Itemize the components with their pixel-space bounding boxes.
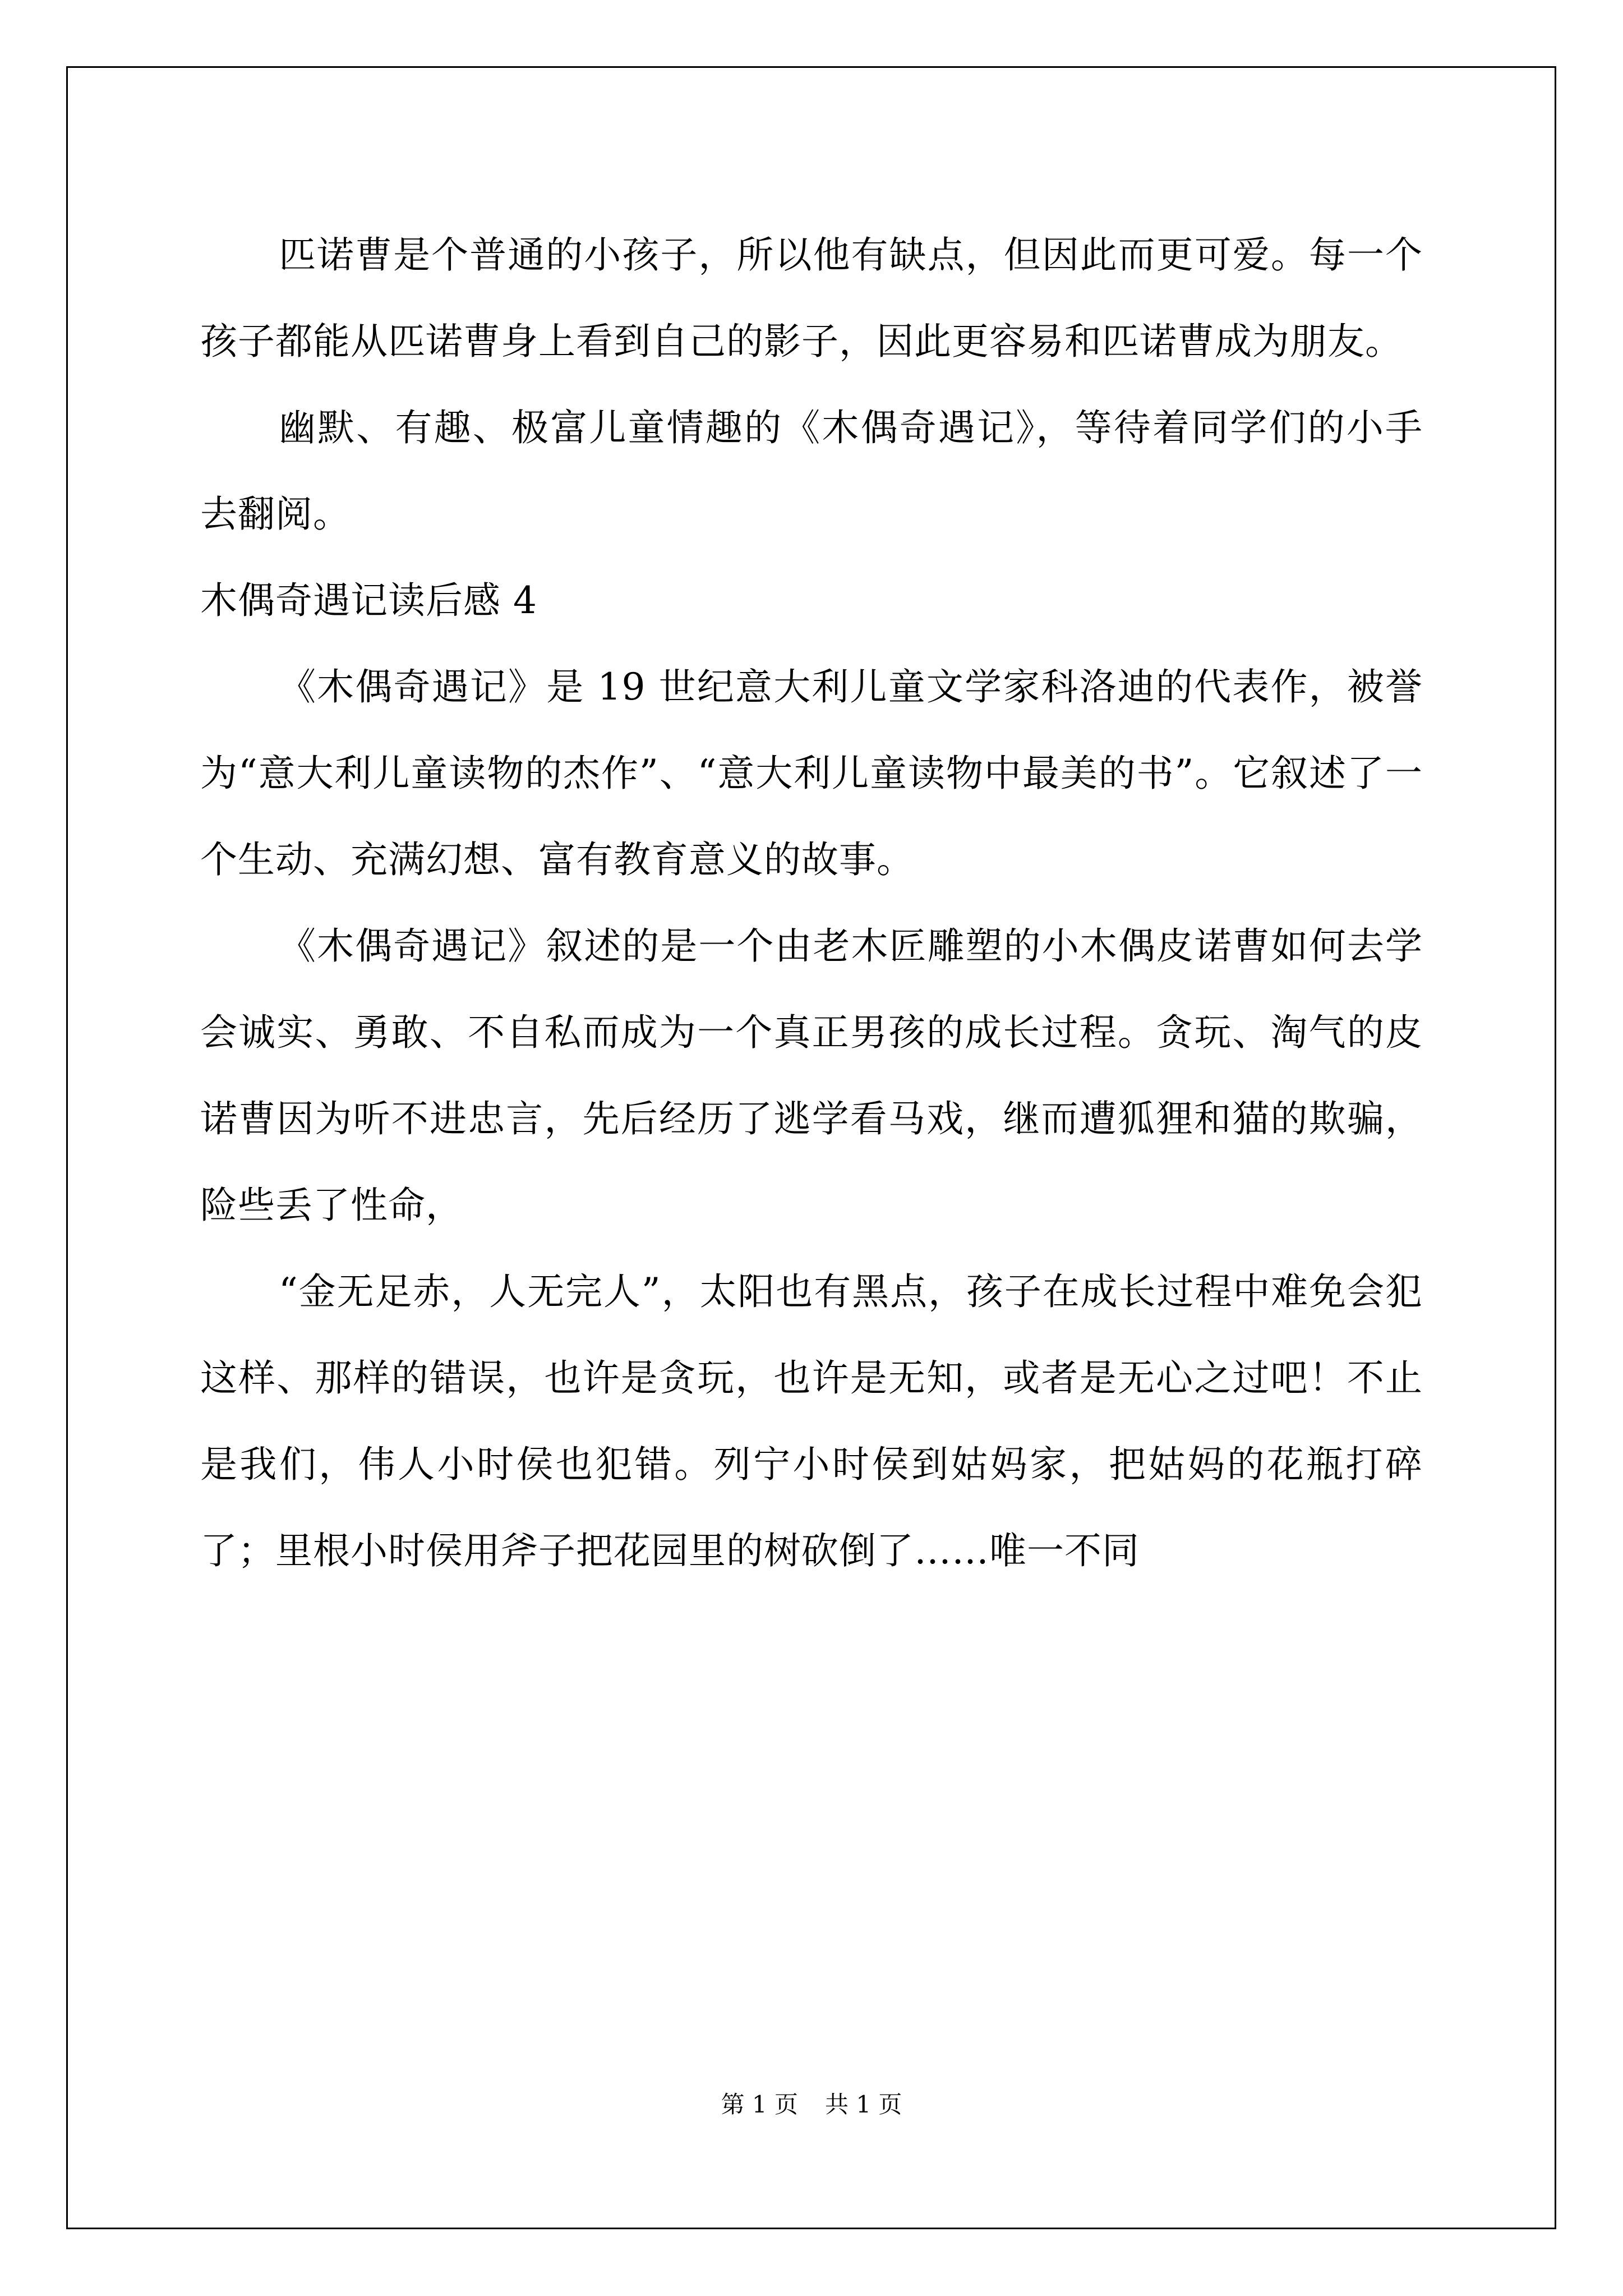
page-footer — [0, 2088, 1623, 2122]
page-number: 第 1 页 — [721, 2091, 798, 2118]
document-body — [200, 212, 1423, 1594]
page-total: 共 1 页 — [825, 2091, 902, 2118]
section-heading: 木偶奇遇记读后感 4 — [200, 579, 537, 622]
paragraph: 《木偶奇遇记》是 19 世纪意大利儿童文学家科洛迪的代表作，被誉为“意大利儿童读物的杰作”、“意大利儿童读物中最美的书”。它叙述了一个生动、充满幻想、富有教育意义的故事。 — [200, 665, 1423, 881]
paragraph: 匹诺曹是个普通的小孩子，所以他有缺点，但因此而更可爱。每一个孩子都能从匹诺曹身上看到自己的影子，因此更容易和匹诺曹成为朋友。 — [200, 233, 1423, 363]
paragraph: 《木偶奇遇记》叙述的是一个由老木匠雕塑的小木偶皮诺曹如何去学会诚实、勇敢、不自私而成为一个真正男孩的成长过程。贪玩、淘气的皮诺曹因为听不进忠言，先后经历了逃学看马戏，继而遭狐狸和猫的欺骗，险些丢了性命， — [200, 924, 1423, 1227]
paragraph: 幽默、有趣、极富儿童情趣的《木偶奇遇记》，等待着同学们的小手去翻阅。 — [200, 406, 1423, 536]
paragraph: “金无足赤，人无完人”，太阳也有黑点，孩子在成长过程中难免会犯这样、那样的错误，也许是贪玩，也许是无知，或者是无心之过吧！不止是我们，伟人小时侯也犯错。列宁小时侯到姑妈家，把姑妈的花瓶打碎了；里根小时侯用斧子把花园里的树砍倒了……唯一不同 — [200, 1270, 1423, 1572]
